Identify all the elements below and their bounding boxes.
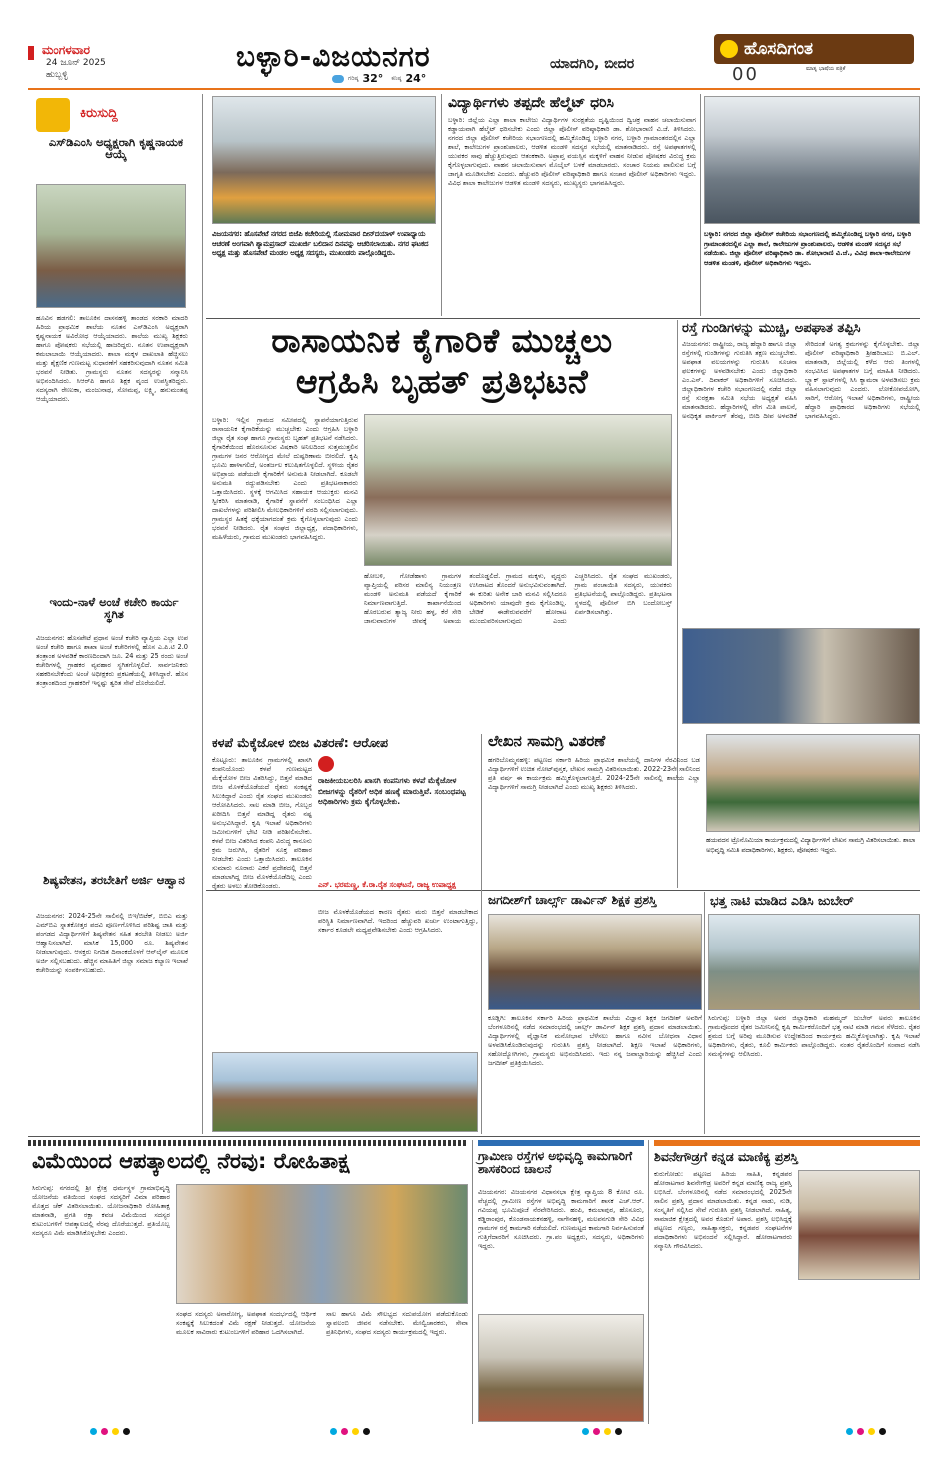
- helmet-headline: ವಿದ್ಯಾರ್ಥಿಗಳು ತಪ್ಪದೇ ಹೆಲ್ಮೆಟ್ ಧರಿಸಿ: [448, 95, 614, 111]
- insurance-text3: ಸಾಲ ಹಾಗೂ ವಿಮೆ ಸೌಲಭ್ಯದ ಸದುಪಯೋಗ ಪಡೆದುಕೊಂಡು ಸ್ವಾವಲಂಬಿ ಜೀವನ ನಡೆಸಬೇಕು. ಮೇಲ್ವಿಚಾರಕರು, ಸೇವಾ ಪ್ರತಿನಿಧಿಗಳು, ಸಂಘದ ಸದಸ್ಯರು ಕಾರ್ಯಕ್ರಮದಲ್ಲಿ ಇದ್ದರು.: [326, 1310, 468, 1336]
- row-rule-1: [206, 318, 920, 319]
- dot-magenta: [101, 1428, 108, 1435]
- award-text: ಕುರುಗೋಡು: ಪಟ್ಟಣದ ಹಿರಿಯ ಸಾಹಿತಿ, ಕನ್ನಡಪರ ಹೋರಾಟಗಾರ ಶಿವನೇಗೌಡ್ರ ಅವರಿಗೆ ಕನ್ನಡ ಮಾಣಿಕ್ಯ ರಾಜ್ಯ ಪ್ರಶಸ್ತಿ ಲಭಿಸಿದೆ. ಬೆಂಗಳೂರಿನಲ್ಲಿ ನಡೆದ ಸಮಾರಂಭದಲ್ಲಿ 2025ನೇ ಸಾಲಿನ ಪ್ರಶಸ್ತಿ ಪ್ರದಾನ ಮಾಡಲಾಯಿತು. ಕನ್ನಡ ನಾಡು, ನುಡಿ, ಸಂಸ್ಕೃತಿಗೆ ಸಲ್ಲಿಸಿದ ಸೇವೆ ಗುರುತಿಸಿ ಪ್ರಶಸ್ತಿ ನೀಡಲಾಗಿದೆ. ಸಾಹಿತ್ಯ, ಸಾಮಾಜಿಕ ಕ್ಷೇತ್ರದಲ್ಲಿ ಅವರ ಕೊಡುಗೆ ಅಪಾರ. ಪ್ರಶಸ್ತಿ ಲಭಿಸಿದ್ದಕ್ಕೆ ಪಟ್ಟಣದ ಗಣ್ಯರು, ಸಾಹಿತ್ಯಾಸಕ್ತರು, ಕನ್ನಡಪರ ಸಂಘಟನೆಗಳ ಪದಾಧಿಕಾರಿಗಳು ಅಭಿನಂದನೆ ಸಲ್ಲಿಸಿದ್ದಾರೆ. ಹೋರಾಟಗಾರರು ಸನ್ಮಾನಿಸಿ ಗೌರವಿಸಿದರು.: [654, 1170, 792, 1250]
- insurance-headline: ವಿಮೆಯಿಂದ ಆಪತ್ಕಾಲದಲ್ಲಿ ನೆರವು: ರೋಹಿತಾಕ್ಷ: [32, 1149, 350, 1173]
- stationery-caption: ಹಯವದನ ಟ್ರೊನೊಮಿಯಾ ಕಾರ್ಯಕ್ರಮದಲ್ಲಿ ವಿದ್ಯಾರ್ಥಿಗಳಿಗೆ ಲೇಖನ ಸಾಮಗ್ರಿ ವಿತರಿಸಲಾಯಿತು. ಶಾಲಾ ಅಭಿವೃದ್ಧಿ ಸಮಿತಿ ಪದಾಧಿಕಾರಿಗಳು, ಶಿಕ್ಷಕರು, ಪೋಷಕರು ಇದ್ದರು.: [706, 836, 916, 854]
- roads-text: ವಿಜಯನಗರ: ರಾಷ್ಟ್ರೀಯ, ರಾಜ್ಯ ಹೆದ್ದಾರಿ ಹಾಗೂ ಜಿಲ್ಲಾ ರಸ್ತೆಗಳಲ್ಲಿ ಗುಂಡಿಗಳನ್ನು ಗುರುತಿಸಿ ತಕ್ಷಣ ಮುಚ್ಚಬೇಕು. ಅಪಘಾತ ವಲಯಗಳನ್ನು ಗುರುತಿಸಿ ಸೂಚನಾ ಫಲಕಗಳನ್ನು ಅಳವಡಿಸಬೇಕು ಎಂದು ಜಿಲ್ಲಾಧಿಕಾರಿ ಎಂ.ಎಸ್. ದಿವಾಕರ್ ಅಧಿಕಾರಿಗಳಿಗೆ ಸೂಚಿಸಿದರು. ಜಿಲ್ಲಾಧಿಕಾರಿಗಳ ಕಚೇರಿ ಸಭಾಂಗಣದಲ್ಲಿ ನಡೆದ ಜಿಲ್ಲಾ ರಸ್ತೆ ಸುರಕ್ಷತಾ ಸಮಿತಿ ಸಭೆಯ ಅಧ್ಯಕ್ಷತೆ ವಹಿಸಿ ಮಾತನಾಡಿದರು. ಹೆದ್ದಾರಿಗಳಲ್ಲಿ ವೇಗ ಮಿತಿ ಪಾಲನೆ, ಅನಧಿಕೃತ ಪಾರ್ಕಿಂಗ್ ತೆರವು, ಬೀದಿ ದೀಪ ಅಳವಡಿಕೆ ಸೇರಿದಂತೆ ಅಗತ್ಯ ಕ್ರಮಗಳನ್ನು ಕೈಗೊಳ್ಳಬೇಕು. ಜಿಲ್ಲಾ ಪೊಲೀಸ್ ವರಿಷ್ಠಾಧಿಕಾರಿ ಶ್ರೀಹರಿಬಾಬು ಬಿ.ಎಲ್. ಮಾತನಾಡಿ, ಜಿಲ್ಲೆಯಲ್ಲಿ ಕಳೆದ ಆರು ತಿಂಗಳಲ್ಲಿ ಸಂಭವಿಸಿದ ಅಪಘಾತಗಳ ಬಗ್ಗೆ ಮಾಹಿತಿ ನೀಡಿದರು. ಬ್ಲ್ಯಾಕ್ ಸ್ಪಾಟ್‌ಗಳಲ್ಲಿ ಸಿಸಿ ಕ್ಯಾಮರಾ ಅಳವಡಿಸಲು ಕ್ರಮ ವಹಿಸಲಾಗುವುದು ಎಂದರು. ಲೋಕೋಪಯೋಗಿ, ಸಾರಿಗೆ, ಆರೋಗ್ಯ ಇಲಾಖೆ ಅಧಿಕಾರಿಗಳು, ರಾಷ್ಟ್ರೀಯ ಹೆದ್ದಾರಿ ಪ್ರಾಧಿಕಾರದ ಅಧಿಕಾರಿಗಳು ಸಭೆಯಲ್ಲಿ ಭಾಗವಹಿಸಿದ್ದರು.: [682, 340, 920, 420]
- quote-mark-icon: [318, 756, 334, 772]
- stationery-text: ಹಗರಿಬೊಮ್ಮನಹಳ್ಳಿ: ಪಟ್ಟಣದ ಸರ್ಕಾರಿ ಹಿರಿಯ ಪ್ರಾಥಮಿಕ ಶಾಲೆಯಲ್ಲಿ ದಾನಿಗಳ ನೆರವಿನಿಂದ ಬಡ ವಿದ್ಯಾರ್ಥಿಗಳಿಗೆ ಉಚಿತ ನೋಟ್‌ಪುಸ್ತಕ, ಲೇಖನ ಸಾಮಗ್ರಿ ವಿತರಿಸಲಾಯಿತು. 2022-23ನೇ ಸಾಲಿನಿಂದ ಪ್ರತಿ ವರ್ಷ ಈ ಕಾರ್ಯಕ್ರಮ ಹಮ್ಮಿಕೊಳ್ಳಲಾಗುತ್ತಿದೆ. 2024-25ನೇ ಸಾಲಿನಲ್ಲಿ ಶಾಲೆಯ ಎಲ್ಲಾ ವಿದ್ಯಾರ್ಥಿಗಳಿಗೆ ಸಾಮಗ್ರಿ ನೀಡಲಾಗಿದೆ ಎಂದು ಮುಖ್ಯ ಶಿಕ್ಷಕರು ತಿಳಿಸಿದರು.: [488, 756, 700, 791]
- weather-min-label: ಕನಿಷ್ಠ: [391, 74, 402, 82]
- lead-headline: [212, 321, 672, 401]
- col-divider-2: [441, 94, 442, 316]
- award-text-cont: [798, 1284, 920, 1422]
- kirusuddi-column: [28, 94, 198, 1134]
- kirusuddi-story3-headline: ಶಿಷ್ಯವೇತನ, ತರಬೇತಿಗೆ ಅರ್ಜಿ ಆಹ್ವಾನ: [43, 873, 185, 887]
- lead-protest-photo: [364, 414, 672, 566]
- rural-roads-photo: [478, 1314, 644, 1422]
- darwin-headline: ಜಗದೀಶ್‌ಗೆ ಚಾರ್ಲ್ಸ್ ಡಾರ್ವಿನ್ ಶಿಕ್ಷಕ ಪ್ರಶಸ್ತಿ: [488, 893, 657, 907]
- dot-yellow: [604, 1428, 611, 1435]
- dot-cyan: [582, 1428, 589, 1435]
- dot-cyan: [90, 1428, 97, 1435]
- dot-yellow: [868, 1428, 875, 1435]
- helmet-caption: ಬಳ್ಳಾರಿ: ನಗರದ ಜಿಲ್ಲಾ ಪೊಲೀಸ್ ಕಚೇರಿಯ ಸಭಾಂಗಣದಲ್ಲಿ ಹಮ್ಮಿಕೊಂಡಿದ್ದ ಬಳ್ಳಾರಿ ನಗರ, ಬಳ್ಳಾರಿ ಗ್ರಾಮಾಂತರದಲ್ಲಿನ ಎಲ್ಲಾ ಶಾಲೆ, ಕಾಲೇಜುಗಳ ಪ್ರಾಂಶುಪಾಲರು, ಆಡಳಿತ ಮಂಡಳಿ ಸದಸ್ಯರ ಸಭೆ ನಡೆಯಿತು. ಜಿಲ್ಲಾ ಪೊಲೀಸ್ ವರಿಷ್ಠಾಧಿಕಾರಿ ಡಾ. ಶೋಭಾರಾಣಿ ವಿ.ಜೆ., ವಿವಿಧ ಶಾಲಾ-ಕಾಲೇಜುಗಳ ಆಡಳಿತ ಮಂಡಳಿ, ಪೊಲೀಸ್ ಅಧಿಕಾರಿಗಳು ಇದ್ದರು.: [704, 230, 912, 267]
- weather-strip: [332, 72, 426, 85]
- rural-roads-headline: ಗ್ರಾಮೀಣ ರಸ್ತೆಗಳ ಅಭಿವೃದ್ಧಿ ಕಾಮಗಾರಿಗೆ ಶಾಸಕರಿಂದ ಚಾಲನೆ: [478, 1149, 633, 1176]
- paper-logo: [714, 34, 914, 64]
- dot-magenta: [341, 1428, 348, 1435]
- darwin-photo: [488, 914, 702, 1010]
- lead-text-left: ಬಳ್ಳಾರಿ: ಇಲ್ಲಿನ ಗ್ರಾಮದ ಸಮೀಪದಲ್ಲಿ ಸ್ಥಾಪನೆಯಾಗುತ್ತಿರುವ ರಾಸಾಯನಿಕ ಕೈಗಾರಿಕೆಯನ್ನು ಮುಚ್ಚಬೇಕು ಎಂದು ಆಗ್ರಹಿಸಿ ಬಳ್ಳಾರಿ ಜಿಲ್ಲಾ ರೈತ ಸಂಘ ಹಾಗೂ ಗ್ರಾಮಸ್ಥರು ಬೃಹತ್ ಪ್ರತಿಭಟನೆ ನಡೆಸಿದರು. ಕೈಗಾರಿಕೆಯಿಂದ ಹೊರಸೂಸುವ ವಿಷಕಾರಿ ಅನಿಲದಿಂದ ಸುತ್ತಮುತ್ತಲಿನ ಗ್ರಾಮಗಳ ಜನರ ಆರೋಗ್ಯದ ಮೇಲೆ ದುಷ್ಪರಿಣಾಮ ಬೀರಲಿದೆ. ಕೃಷಿ ಭೂಮಿ ಹಾಳಾಗಲಿದೆ, ಅಂತರ್ಜಲ ಕಲುಷಿತಗೊಳ್ಳಲಿದೆ. ಸ್ಥಳೀಯ ರೈತರ ಅಭಿಪ್ರಾಯ ಪಡೆಯದೇ ಕೈಗಾರಿಕೆಗೆ ಅನುಮತಿ ನೀಡಲಾಗಿದೆ. ಕೂಡಲೇ ಅನುಮತಿ ರದ್ದುಪಡಿಸಬೇಕು ಎಂದು ಪ್ರತಿಭಟನಾಕಾರರು ಒತ್ತಾಯಿಸಿದರು. ಸ್ಥಳಕ್ಕೆ ಆಗಮಿಸಿದ ಸಹಾಯಕ ಆಯುಕ್ತರು ಮನವಿ ಸ್ವೀಕರಿಸಿ ಮಾತನಾಡಿ, ಕೈಗಾರಿಕೆ ಸ್ಥಾಪನೆಗೆ ಸಂಬಂಧಿಸಿದ ಎಲ್ಲಾ ದಾಖಲೆಗಳನ್ನು ಪರಿಶೀಲಿಸಿ ಮೇಲಧಿಕಾರಿಗಳಿಗೆ ವರದಿ ಸಲ್ಲಿಸಲಾಗುವುದು. ಗ್ರಾಮಸ್ಥರ ಹಿತಕ್ಕೆ ಧಕ್ಕೆಯಾಗದಂತೆ ಕ್ರಮ ಕೈಗೊಳ್ಳಲಾಗುವುದು ಎಂದು ಭರವಸೆ ನೀಡಿದರು. ರೈತ ಸಂಘದ ಜಿಲ್ಲಾಧ್ಯಕ್ಷ, ಪದಾಧಿಕಾರಿಗಳು, ಮಹಿಳೆಯರು, ಗ್ರಾಮದ ಮುಖಂಡರು ಭಾಗವಹಿಸಿದ್ದರು.: [212, 416, 358, 541]
- bjp-event-caption: ವಿಜಯನಗರ: ಹೊಸಪೇಟೆ ನಗರದ ಬಿಜೆಪಿ ಕಚೇರಿಯಲ್ಲಿ ಸೋಮವಾರ ದೀನ್‌ದಯಾಳ್ ಉಪಾಧ್ಯಾಯ ಆಚರಣೆ ಅಂಗವಾಗಿ ಶ್ಯಾಮಪ್ರಸಾದ್ ಮುಖರ್ಜಿ ಬಲಿದಾನ ದಿನವನ್ನು ಆಚರಿಸಲಾಯಿತು. ನಗರ ಘಟಕದ ಅಧ್ಯಕ್ಷ ಮತ್ತು ಹೊಸಪೇಟೆ ಮಂಡಲ ಅಧ್ಯಕ್ಷ ಸದಸ್ಯರು, ಮುಖಂಡರು ಪಾಲ್ಗೊಂಡಿದ್ದರು.: [212, 230, 429, 257]
- lead-headline-line1: ರಾಸಾಯನಿಕ ಕೈಗಾರಿಕೆ ಮುಚ್ಚಲು: [271, 321, 613, 360]
- sun-cloud-icon: [332, 75, 344, 83]
- masthead-marker: [28, 46, 34, 60]
- hand-pointing-icon: [36, 98, 70, 132]
- dot-yellow: [352, 1428, 359, 1435]
- weather-max-label: ಗರಿಷ್ಠ: [348, 74, 359, 82]
- kirusuddi-banner: [36, 98, 194, 132]
- seeds-farmers-photo: [212, 1052, 478, 1132]
- registration-dots-3: [582, 1428, 622, 1435]
- seeds-quote-box: [318, 756, 478, 906]
- seeds-headline: ಕಳಪೆ ಮೆಕ್ಕೆಜೋಳ ಬೀಜ ವಿತರಣೆ: ಆರೋಪ: [212, 735, 389, 750]
- dot-black: [363, 1428, 370, 1435]
- paddy-text: ಸಿರುಗುಪ್ಪ: ಬಳ್ಳಾರಿ ಜಿಲ್ಲಾ ಅಪರ ಜಿಲ್ಲಾಧಿಕಾರಿ ಮಹಮ್ಮದ್ ಜುಬೇರ್ ಅವರು ತಾಲೂಕಿನ ಗ್ರಾಮವೊಂದರ ರೈತರ ಜಮೀನಿನಲ್ಲಿ ಕೃಷಿ ಕಾರ್ಮಿಕರೊಂದಿಗೆ ಭತ್ತ ನಾಟಿ ಮಾಡಿ ಗಮನ ಸೆಳೆದರು. ರೈತರ ಶ್ರಮದ ಬಗ್ಗೆ ಅರಿವು ಮೂಡಿಸುವ ಉದ್ದೇಶದಿಂದ ಕಾರ್ಯಕ್ರಮ ಹಮ್ಮಿಕೊಳ್ಳಲಾಗಿತ್ತು. ಕೃಷಿ ಇಲಾಖೆ ಅಧಿಕಾರಿಗಳು, ರೈತರು, ಕೂಲಿ ಕಾರ್ಮಿಕರು ಪಾಲ್ಗೊಂಡಿದ್ದರು. ನಂತರ ರೈತರೊಂದಿಗೆ ಸಂವಾದ ನಡೆಸಿ ಸಮಸ್ಯೆಗಳನ್ನು ಆಲಿಸಿದರು.: [708, 1014, 920, 1058]
- insurance-text1: ಸಿರುಗುಪ್ಪ: ನಗರದಲ್ಲಿ ಶ್ರೀ ಕ್ಷೇತ್ರ ಧರ್ಮಸ್ಥಳ ಗ್ರಾಮಾಭಿವೃದ್ಧಿ ಯೋಜನೆಯ ವತಿಯಿಂದ ಸಂಘದ ಸದಸ್ಯರಿಗೆ ವಿಮಾ ಪರಿಹಾರ ಮೊತ್ತದ ಚೆಕ್ ವಿತರಿಸಲಾಯಿತು. ಯೋಜನಾಧಿಕಾರಿ ರೋಹಿತಾಕ್ಷ ಮಾತನಾಡಿ, ಪ್ರಗತಿ ರಕ್ಷಾ ಕವಚ ವಿಮೆಯಿಂದ ಸದಸ್ಯರ ಕುಟುಂಬಗಳಿಗೆ ಆಪತ್ಕಾಲದಲ್ಲಿ ನೆರವು ದೊರೆಯುತ್ತದೆ. ಪ್ರತಿಯೊಬ್ಬ ಸದಸ್ಯರೂ ವಿಮೆ ಮಾಡಿಸಿಕೊಳ್ಳಬೇಕು ಎಂದರು.: [32, 1184, 170, 1237]
- dot-magenta: [857, 1428, 864, 1435]
- masthead: [28, 40, 920, 88]
- dot-yellow: [112, 1428, 119, 1435]
- paper-name: ಹೊಸದಿಗಂತ: [744, 39, 814, 59]
- edition-subtitle: ಯಾದಗಿರಿ, ಬೀದರ: [550, 56, 635, 72]
- paddy-headline: ಭತ್ತ ನಾಟಿ ಮಾಡಿದ ಎಡಿಸಿ ಜುಬೇರ್: [710, 893, 854, 908]
- kirusuddi-story2-headline: ಇಂದು-ನಾಳೆ ಅಂಚೆ ಕಚೇರಿ ಕಾರ್ಯ ಸ್ಥಗಿತ: [49, 595, 179, 622]
- col-divider-8: [648, 1140, 649, 1424]
- kirusuddi-story1-text: ಹೂವಿನ ಹಡಗಲಿ: ತಾಲೂಕಿನ ದಾಸನಹಳ್ಳಿ ತಾಂಡದ ಸರಕಾರಿ ಮಾದರಿ ಹಿರಿಯ ಪ್ರಾಥಮಿಕ ಶಾಲೆಯ ನೂತನ ಎಸ್‌ಡಿಎಂಸಿ ಅಧ್ಯಕ್ಷರಾಗಿ ಕೃಷ್ಣನಾಯಕ ಅವಿರೋಧ ಆಯ್ಕೆಯಾದರು. ಶಾಲೆಯ ಮುಖ್ಯ ಶಿಕ್ಷಕರು ಹಾಗೂ ಪೋಷಕರು ಸಭೆಯಲ್ಲಿ ಹಾಜರಿದ್ದರು. ನೂತನ ಉಪಾಧ್ಯಕ್ಷರಾಗಿ ಕಮಲಾಬಾಯಿ ಆಯ್ಕೆಯಾದರು. ಶಾಲಾ ಮಕ್ಕಳ ದಾಖಲಾತಿ ಹೆಚ್ಚಿಸಲು ಮತ್ತು ಶೈಕ್ಷಣಿಕ ಗುಣಮಟ್ಟ ಸುಧಾರಣೆಗೆ ಸಹಕರಿಸುವುದಾಗಿ ನೂತನ ಸಮಿತಿ ಭರವಸೆ ನೀಡಿತು. ಗ್ರಾಮಸ್ಥರು ನೂತನ ಸದಸ್ಯರನ್ನು ಸನ್ಮಾನಿಸಿ ಅಭಿನಂದಿಸಿದರು. ಸಿಆರ್‌ಪಿ ಹಾಗೂ ಶಿಕ್ಷಕ ವೃಂದ ಉಪಸ್ಥಿತರಿದ್ದರು. ಸದಸ್ಯರಾಗಿ ರೇಣುಕಾ, ಮಂಜುನಾಥ, ಸೋಮಪ್ಪ, ಲಕ್ಷ್ಮಿ, ಹನುಮಂತಪ್ಪ ಆಯ್ಕೆಯಾದರು.: [36, 314, 188, 403]
- kirusuddi-label: ಕಿರುಸುದ್ದಿ: [80, 106, 118, 121]
- paddy-photo: [708, 914, 920, 1010]
- dot-cyan: [846, 1428, 853, 1435]
- dot-black: [123, 1428, 130, 1435]
- registration-dots-4: [846, 1428, 886, 1435]
- award-head-bar: [654, 1140, 920, 1146]
- row-rule-2: [206, 890, 920, 891]
- dot-cyan: [330, 1428, 337, 1435]
- masthead-rule: [28, 88, 920, 90]
- weather-min: 24°: [405, 72, 427, 85]
- darwin-text: ಕೂಡ್ಲಿಗಿ: ತಾಲೂಕಿನ ಸರ್ಕಾರಿ ಹಿರಿಯ ಪ್ರಾಥಮಿಕ ಶಾಲೆಯ ವಿಜ್ಞಾನ ಶಿಕ್ಷಕ ಜಗದೀಶ್ ಅವರಿಗೆ ಬೆಂಗಳೂರಿನಲ್ಲಿ ನಡೆದ ಸಮಾರಂಭದಲ್ಲಿ ಚಾರ್ಲ್ಸ್ ಡಾರ್ವಿನ್ ಶಿಕ್ಷಕ ಪ್ರಶಸ್ತಿ ಪ್ರದಾನ ಮಾಡಲಾಯಿತು. ವಿದ್ಯಾರ್ಥಿಗಳಲ್ಲಿ ವೈಜ್ಞಾನಿಕ ಮನೋಭಾವ ಬೆಳೆಸಲು ಹಾಗೂ ನವೀನ ಬೋಧನಾ ವಿಧಾನ ಅಳವಡಿಸಿಕೊಂಡಿರುವುದನ್ನು ಗುರುತಿಸಿ ಪ್ರಶಸ್ತಿ ನೀಡಲಾಗಿದೆ. ಶಿಕ್ಷಣ ಇಲಾಖೆ ಅಧಿಕಾರಿಗಳು, ಸಹೋದ್ಯೋಗಿಗಳು, ಗ್ರಾಮಸ್ಥರು ಅಭಿನಂದಿಸಿದರು. ಇದು ನನ್ನ ಜವಾಬ್ದಾರಿಯನ್ನು ಹೆಚ್ಚಿಸಿದೆ ಎಂದು ಜಗದೀಶ್ ಪ್ರತಿಕ್ರಿಯಿಸಿದರು.: [488, 1014, 702, 1067]
- lead-headline-line2: ಆಗ್ರಹಿಸಿ ಬೃಹತ್ ಪ್ರತಿಭಟನೆ: [295, 361, 589, 401]
- col-divider-7: [472, 1140, 473, 1424]
- helmet-photo: [704, 96, 920, 224]
- kirusuddi-story3-text: ವಿಜಯನಗರ: 2024-25ನೇ ಸಾಲಿನಲ್ಲಿ ಬಿಇ/ಬಿಟೆಕ್, ಬಿಬಿಎ ಮತ್ತು ಎಮ್‌ಬಿಎ ಸ್ನಾತಕೋತ್ತರ ಪದವಿ ಪೂರ್ಣಗೊಳಿಸಿದ ಪರಿಶಿಷ್ಟ ಜಾತಿ ಮತ್ತು ಪಂಗಡದ ವಿದ್ಯಾರ್ಥಿಗಳಿಗೆ ಶಿಷ್ಯವೇತನ ಸಹಿತ ತರಬೇತಿ ನೀಡಲು ಅರ್ಜಿ ಆಹ್ವಾನಿಸಲಾಗಿದೆ. ಮಾಸಿಕ 15,000 ರೂ. ಶಿಷ್ಯವೇತನ ನೀಡಲಾಗುವುದು. ಆಸಕ್ತರು ನಿಗದಿತ ದಿನಾಂಕದೊಳಗೆ ಆನ್‌ಲೈನ್ ಮೂಲಕ ಅರ್ಜಿ ಸಲ್ಲಿಸಬಹುದು. ಹೆಚ್ಚಿನ ಮಾಹಿತಿಗೆ ಜಿಲ್ಲಾ ಸಮಾಜ ಕಲ್ಯಾಣ ಇಲಾಖೆ ಕಚೇರಿಯನ್ನು ಸಂಪರ್ಕಿಸಬಹುದು.: [36, 912, 188, 974]
- rural-roads-text: ವಿಜಯನಗರ: ವಿಜಯನಗರ ವಿಧಾನಸಭಾ ಕ್ಷೇತ್ರ ವ್ಯಾಪ್ತಿಯ 8 ಕೋಟಿ ರೂ. ವೆಚ್ಚದಲ್ಲಿ ಗ್ರಾಮೀಣ ರಸ್ತೆಗಳ ಅಭಿವೃದ್ಧಿ ಕಾಮಗಾರಿಗೆ ಶಾಸಕ ಎಚ್.ಆರ್. ಗವಿಯಪ್ಪ ಭೂಮಿಪೂಜೆ ನೆರವೇರಿಸಿದರು. ಹಂಪಿ, ಕಮಲಾಪುರ, ಹೊಸೂರು, ಕಡ್ಡಿರಾಂಪುರ, ಕೊಂಡನಾಯಕನಹಳ್ಳಿ, ನಾಗೇನಹಳ್ಳಿ, ಮಲಪನಗುಡಿ ಸೇರಿ ವಿವಿಧ ಗ್ರಾಮಗಳ ರಸ್ತೆ ಕಾಮಗಾರಿ ನಡೆಯಲಿದೆ. ಗುಣಮಟ್ಟದ ಕಾಮಗಾರಿ ನಿರ್ವಹಿಸುವಂತೆ ಗುತ್ತಿಗೆದಾರರಿಗೆ ಸೂಚಿಸಿದರು. ಗ್ರಾ.ಪಂ ಅಧ್ಯಕ್ಷರು, ಸದಸ್ಯರು, ಅಧಿಕಾರಿಗಳು ಇದ್ದರು.: [478, 1188, 644, 1250]
- insurance-head-bar: [28, 1140, 468, 1146]
- paper-tagline: ಮಾತೃ ಭಾಷೆಯ ಪತ್ರಿಕೆ: [806, 66, 846, 72]
- masthead-city: ಹುಬ್ಬಳ್ಳಿ: [46, 70, 68, 80]
- award-photo: [798, 1170, 920, 1280]
- col-divider-3: [700, 94, 701, 316]
- col-divider-5: [481, 734, 482, 1134]
- stationery-photo: [706, 734, 920, 832]
- roads-headline: ರಸ್ತೆ ಗುಂಡಿಗಳನ್ನು ಮುಚ್ಚಿ, ಅಪಘಾತ ತಪ್ಪಿಸಿ: [682, 321, 861, 336]
- award-headline: ಶಿವನೇಗೌಡ್ರಗೆ ಕನ್ನಡ ಮಾಣಿಕ್ಯ ಪ್ರಶಸ್ತಿ: [654, 1149, 799, 1164]
- logo-lamp-icon: [720, 40, 738, 58]
- insurance-text2: ಸಂಘದ ಸದಸ್ಯರು ಅನಾರೋಗ್ಯ, ಅಪಘಾತ ಸಂದರ್ಭದಲ್ಲಿ ಆರ್ಥಿಕ ಸಂಕಷ್ಟಕ್ಕೆ ಸಿಲುಕದಂತೆ ವಿಮೆ ರಕ್ಷಣೆ ನೀಡುತ್ತದೆ. ಯೋಜನೆಯ ಮೂಲಕ ಸಾವಿರಾರು ಕುಟುಂಬಗಳಿಗೆ ಪರಿಹಾರ ಒದಗಿಸಲಾಗಿದೆ.: [176, 1310, 316, 1336]
- insurance-photo: [176, 1184, 468, 1304]
- masthead-day: ಮಂಗಳವಾರ: [42, 43, 91, 57]
- kirusuddi-story2-text: ವಿಜಯನಗರ: ಹೊಸಪೇಟೆ ಪ್ರಧಾನ ಅಂಚೆ ಕಚೇರಿ ವ್ಯಾಪ್ತಿಯ ಎಲ್ಲಾ ಉಪ ಅಂಚೆ ಕಚೇರಿ ಹಾಗೂ ಶಾಖಾ ಅಂಚೆ ಕಚೇರಿಗಳಲ್ಲಿ ಹೊಸ ಎ.ಪಿ.ಟಿ 2.0 ತಂತ್ರಾಂಶ ಅಳವಡಿಕೆ ಕಾರಣದಿಂದಾಗಿ ಜೂ. 24 ಮತ್ತು 25 ರಂದು ಅಂಚೆ ಕಚೇರಿಗಳಲ್ಲಿ ಗ್ರಾಹಕರ ವ್ಯವಹಾರ ಸ್ಥಗಿತಗೊಳ್ಳಲಿದೆ. ಸಾರ್ವಜನಿಕರು ಸಹಕರಿಸಬೇಕೆಂದು ಅಂಚೆ ಅಧೀಕ್ಷಕರು ಪ್ರಕಟಣೆಯಲ್ಲಿ ತಿಳಿಸಿದ್ದಾರೆ. ಹೊಸ ತಂತ್ರಾಂಶದಿಂದ ಗ್ರಾಹಕರಿಗೆ ಇನ್ನಷ್ಟು ತ್ವರಿತ ಸೇವೆ ದೊರೆಯಲಿದೆ.: [36, 634, 188, 687]
- masthead-date-block: [28, 40, 198, 88]
- page-number: 00: [732, 64, 759, 85]
- seeds-quote: ರಾಜಕೀಯಬಲರಿಸಿ ಖಾಸಗಿ ಕಂಪನಿಗಳು ಕಳಪೆ ಮೆಕ್ಕೆಜೋಳ ಬೀಜಗಳನ್ನು ರೈತರಿಗೆ ಅಧಿಕ ಹಣಕ್ಕೆ ಮಾರುತ್ತಿವೆ. ಸಂಬಂಧಪಟ್ಟ ಅಧಿಕಾರಿಗಳು ಕ್ರಮ ಕೈಗೊಳ್ಳಬೇಕು.: [318, 776, 466, 806]
- row-rule-3: [28, 1136, 920, 1137]
- seeds-text2: ಬೀಜ ಮೊಳಕೆಯೊಡೆಯದ ಕಾರಣ ರೈತರು ಮರು ಬಿತ್ತನೆ ಮಾಡಬೇಕಾದ ಪರಿಸ್ಥಿತಿ ನಿರ್ಮಾಣವಾಗಿದೆ. ಇದರಿಂದ ಹೆಚ್ಚುವರಿ ಖರ್ಚು ಉಂಟಾಗುತ್ತಿದ್ದು, ಸರ್ಕಾರ ಕೂಡಲೇ ಮಧ್ಯಪ್ರವೇಶಿಸಬೇಕು ಎಂದು ಆಗ್ರಹಿಸಿದರು.: [318, 908, 478, 934]
- dot-magenta: [593, 1428, 600, 1435]
- registration-dots-2: [330, 1428, 370, 1435]
- dot-black: [879, 1428, 886, 1435]
- kirusuddi-story1-photo: [36, 184, 186, 308]
- lead-text-bottom: ಹೋಬಳಿ, ಗೋಡೆಹಾಳು ಗ್ರಾಮಗಳ ವ್ಯಾಪ್ತಿಯಲ್ಲಿ ಪರಿಸರ ಮಾಲಿನ್ಯ ನಿಯಂತ್ರಣ ಮಂಡಳಿ ಅನುಮತಿ ಪಡೆಯದೆ ಕೈಗಾರಿಕೆ ನಿರ್ಮಾಣವಾಗುತ್ತಿದೆ. ಕಾರ್ಖಾನೆಯಿಂದ ಹೊರಬರುವ ತ್ಯಾಜ್ಯ ನೀರು ಹಳ್ಳ, ಕೆರೆ ಸೇರಿ ಜಾನುವಾರುಗಳ ಜೀವಕ್ಕೆ ಅಪಾಯ ತಂದೊಡ್ಡಲಿದೆ. ಗ್ರಾಮದ ಮಕ್ಕಳು, ವೃದ್ಧರು ಉಸಿರಾಟದ ತೊಂದರೆ ಅನುಭವಿಸುವಂತಾಗಿದೆ. ಈ ಕುರಿತು ಅನೇಕ ಬಾರಿ ಮನವಿ ಸಲ್ಲಿಸಿದರೂ ಅಧಿಕಾರಿಗಳು ಯಾವುದೇ ಕ್ರಮ ಕೈಗೊಂಡಿಲ್ಲ. ಬೇಡಿಕೆ ಈಡೇರುವವರೆಗೆ ಹೋರಾಟ ಮುಂದುವರಿಸಲಾಗುವುದು ಎಂದು ಎಚ್ಚರಿಸಿದರು. ರೈತ ಸಂಘದ ಮುಖಂಡರು, ಗ್ರಾಮ ಪಂಚಾಯಿತಿ ಸದಸ್ಯರು, ಯುವಕರು ಪ್ರತಿಭಟನೆಯಲ್ಲಿ ಪಾಲ್ಗೊಂಡಿದ್ದರು. ಪ್ರತಿಭಟನಾ ಸ್ಥಳದಲ್ಲಿ ಪೊಲೀಸ್ ಬಿಗಿ ಬಂದೋಬಸ್ತ್ ಏರ್ಪಡಿಸಲಾಗಿತ್ತು.: [364, 572, 672, 625]
- edition-title: ಬಳ್ಳಾರಿ-ವಿಜಯನಗರ: [236, 40, 431, 73]
- seeds-text: ಕೊಟ್ಟೂರು: ತಾಲೂಕಿನ ಗ್ರಾಮಗಳಲ್ಲಿ ಖಾಸಗಿ ಕಂಪನಿಯೊಂದು ಕಳಪೆ ಗುಣಮಟ್ಟದ ಮೆಕ್ಕೆಜೋಳ ಬೀಜ ವಿತರಿಸಿದ್ದು, ಬಿತ್ತನೆ ಮಾಡಿದ ಬೀಜ ಮೊಳಕೆಯೊಡೆಯದೆ ರೈತರು ಸಂಕಷ್ಟಕ್ಕೆ ಸಿಲುಕಿದ್ದಾರೆ ಎಂದು ರೈತ ಸಂಘದ ಮುಖಂಡರು ಆರೋಪಿಸಿದರು. ಸಾಲ ಮಾಡಿ ಬೀಜ, ಗೊಬ್ಬರ ಖರೀದಿಸಿ ಬಿತ್ತನೆ ಮಾಡಿದ್ದ ರೈತರು ನಷ್ಟ ಅನುಭವಿಸಿದ್ದಾರೆ. ಕೃಷಿ ಇಲಾಖೆ ಅಧಿಕಾರಿಗಳು ಜಮೀನುಗಳಿಗೆ ಭೇಟಿ ನೀಡಿ ಪರಿಶೀಲಿಸಬೇಕು. ಕಳಪೆ ಬೀಜ ವಿತರಿಸಿದ ಕಂಪನಿ ವಿರುದ್ಧ ಕಾನೂನು ಕ್ರಮ ಜರುಗಿಸಿ, ರೈತರಿಗೆ ಸೂಕ್ತ ಪರಿಹಾರ ನೀಡಬೇಕು ಎಂದು ಒತ್ತಾಯಿಸಿದರು. ತಾಲೂಕಿನ ಸುಮಾರು ನೂರಾರು ಎಕರೆ ಪ್ರದೇಶದಲ್ಲಿ ಬಿತ್ತನೆ ಮಾಡಲಾಗಿದ್ದ ಬೀಜ ಮೊಳಕೆಯೊಡೆದಿಲ್ಲ ಎಂದು ರೈತರು ಅಳಲು ತೋಡಿಕೊಂಡರು.: [212, 756, 312, 890]
- roads-meeting-photo: [682, 628, 920, 724]
- rural-roads-head-bar: [478, 1140, 644, 1146]
- dot-black: [615, 1428, 622, 1435]
- stationery-headline: ಲೇಖನ ಸಾಮಗ್ರಿ ವಿತರಣೆ: [488, 732, 606, 750]
- masthead-date: 24 ಜೂನ್ 2025: [46, 58, 106, 68]
- col-divider-6: [704, 892, 705, 1134]
- registration-dots-1: [90, 1428, 130, 1435]
- helmet-text: ಬಳ್ಳಾರಿ: ಜಿಲ್ಲೆಯ ಎಲ್ಲಾ ಶಾಲಾ ಕಾಲೇಜು ವಿದ್ಯಾರ್ಥಿಗಳ ಸುರಕ್ಷತೆಯ ದೃಷ್ಟಿಯಿಂದ ದ್ವಿಚಕ್ರ ವಾಹನ ಚಲಾಯಿಸುವಾಗ ಕಡ್ಡಾಯವಾಗಿ ಹೆಲ್ಮೆಟ್ ಧರಿಸಬೇಕು ಎಂದು ಜಿಲ್ಲಾ ಪೊಲೀಸ್ ವರಿಷ್ಠಾಧಿಕಾರಿ ಡಾ. ಶೋಭಾರಾಣಿ ವಿ.ಜೆ. ತಿಳಿಸಿದರು. ನಗರದ ಜಿಲ್ಲಾ ಪೊಲೀಸ್ ಕಚೇರಿಯ ಸಭಾಂಗಣದಲ್ಲಿ ಹಮ್ಮಿಕೊಂಡಿದ್ದ ಬಳ್ಳಾರಿ ನಗರ, ಬಳ್ಳಾರಿ ಗ್ರಾಮಾಂತರದಲ್ಲಿನ ಎಲ್ಲಾ ಶಾಲೆ, ಕಾಲೇಜುಗಳ ಪ್ರಾಂಶುಪಾಲರು, ಆಡಳಿತ ಮಂಡಳಿ ಸದಸ್ಯರ ಸಭೆಯಲ್ಲಿ ಮಾತನಾಡಿದರು. ರಸ್ತೆ ಅಪಘಾತಗಳಲ್ಲಿ ಯುವಕರ ಸಾವು ಹೆಚ್ಚುತ್ತಿರುವುದು ಆತಂಕಕಾರಿ. ಅಪ್ರಾಪ್ತ ವಯಸ್ಸಿನ ಮಕ್ಕಳಿಗೆ ವಾಹನ ನೀಡುವ ಪೋಷಕರ ವಿರುದ್ಧ ಕ್ರಮ ಕೈಗೊಳ್ಳಲಾಗುವುದು. ವಾಹನ ಚಲಾಯಿಸುವಾಗ ಮೊಬೈಲ್ ಬಳಕೆ ಮಾಡಬಾರದು. ಸಂಚಾರ ನಿಯಮ ಪಾಲಿಸುವ ಬಗ್ಗೆ ಜಾಗೃತಿ ಮೂಡಿಸಬೇಕು ಎಂದರು. ಹೆಚ್ಚುವರಿ ಪೊಲೀಸ್ ವರಿಷ್ಠಾಧಿಕಾರಿ ಹಾಗೂ ಸಂಚಾರ ಪೊಲೀಸ್ ಅಧಿಕಾರಿಗಳು ಇದ್ದರು. ವಿವಿಧ ಶಾಲಾ ಕಾಲೇಜುಗಳ ಆಡಳಿತ ಮಂಡಳಿ ಸದಸ್ಯರು, ಮುಖ್ಯಸ್ಥರು ಭಾಗವಹಿಸಿದ್ದರು.: [448, 116, 696, 187]
- col-divider-1: [202, 94, 203, 1134]
- weather-max: 32°: [362, 72, 384, 85]
- seeds-quote-by: ಎನ್. ಭರಮಣ್ಣ, ಕೆ.ರಾ.ರೈತ ಸಂಘಟನೆ, ರಾಜ್ಯ ಉಪಾಧ್ಯಕ್ಷ: [318, 880, 456, 889]
- kirusuddi-story1-headline: ಎಸ್‌ಡಿಎಂಸಿ ಅಧ್ಯಕ್ಷರಾಗಿ ಕೃಷ್ಣನಾಯಕ ಆಯ್ಕೆ: [48, 135, 184, 162]
- bjp-event-photo: [212, 96, 436, 224]
